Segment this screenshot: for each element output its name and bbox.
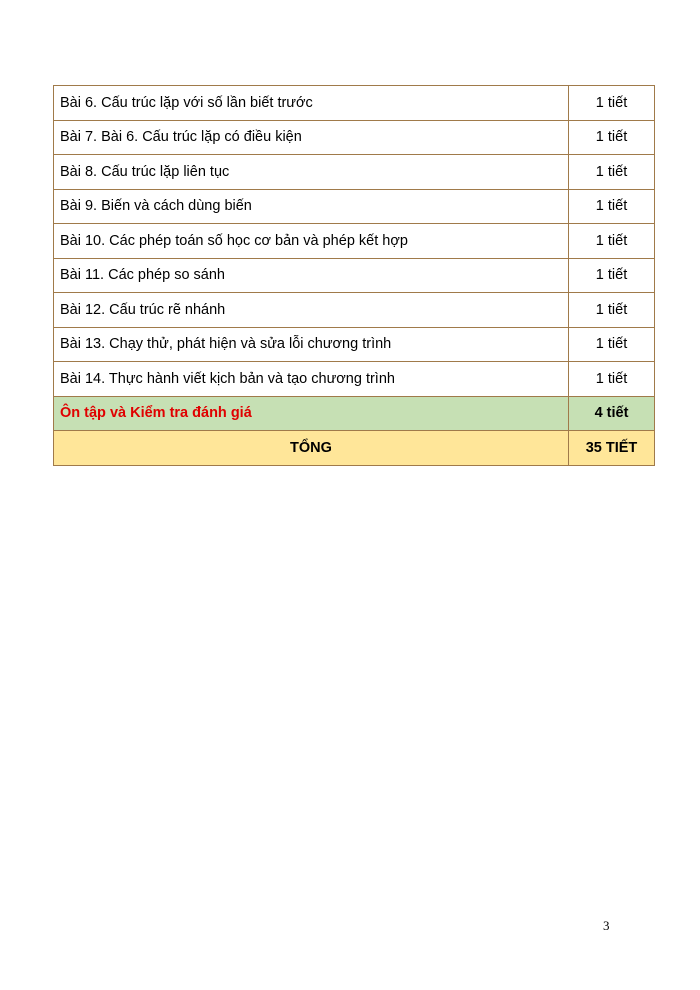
lesson-periods: 1 tiết xyxy=(569,293,655,328)
lesson-periods: 1 tiết xyxy=(569,258,655,293)
lesson-name: Bài 10. Các phép toán số học cơ bản và phép kết hợp xyxy=(54,224,569,259)
table-row xyxy=(54,362,655,397)
lesson-name: Bài 9. Biến và cách dùng biến xyxy=(54,189,569,224)
table-row xyxy=(54,258,655,293)
page-number: 3 xyxy=(603,918,610,933)
lesson-periods: 1 tiết xyxy=(569,362,655,397)
lesson-periods: 1 tiết xyxy=(569,86,655,121)
lesson-periods: 1 tiết xyxy=(569,155,655,190)
lesson-name: Bài 12. Cấu trúc rẽ nhánh xyxy=(54,293,569,328)
review-row xyxy=(54,396,655,431)
table-row xyxy=(54,86,655,121)
total-periods: 35 TIẾT xyxy=(569,431,655,466)
lesson-periods: 1 tiết xyxy=(569,120,655,155)
review-periods: 4 tiết xyxy=(569,396,655,431)
lesson-name: Bài 6. Cấu trúc lặp với số lần biết trước xyxy=(54,86,569,121)
table-row xyxy=(54,224,655,259)
review-label: Ôn tập và Kiểm tra đánh giá xyxy=(54,396,569,431)
table-row xyxy=(54,120,655,155)
lesson-name: Bài 7. Bài 6. Cấu trúc lặp có điều kiện xyxy=(54,120,569,155)
table-row xyxy=(54,189,655,224)
table-row xyxy=(54,155,655,190)
lesson-periods: 1 tiết xyxy=(569,189,655,224)
lesson-name: Bài 14. Thực hành viết kịch bản và tạo chương trình xyxy=(54,362,569,397)
table-row xyxy=(54,327,655,362)
total-row xyxy=(54,431,655,466)
lesson-schedule-table xyxy=(53,85,655,466)
lesson-periods: 1 tiết xyxy=(569,224,655,259)
lesson-name: Bài 8. Cấu trúc lặp liên tục xyxy=(54,155,569,190)
total-label: TỔNG xyxy=(54,431,569,466)
table-row xyxy=(54,293,655,328)
lesson-name: Bài 13. Chạy thử, phát hiện và sửa lỗi chương trình xyxy=(54,327,569,362)
lesson-name: Bài 11. Các phép so sánh xyxy=(54,258,569,293)
lesson-periods: 1 tiết xyxy=(569,327,655,362)
